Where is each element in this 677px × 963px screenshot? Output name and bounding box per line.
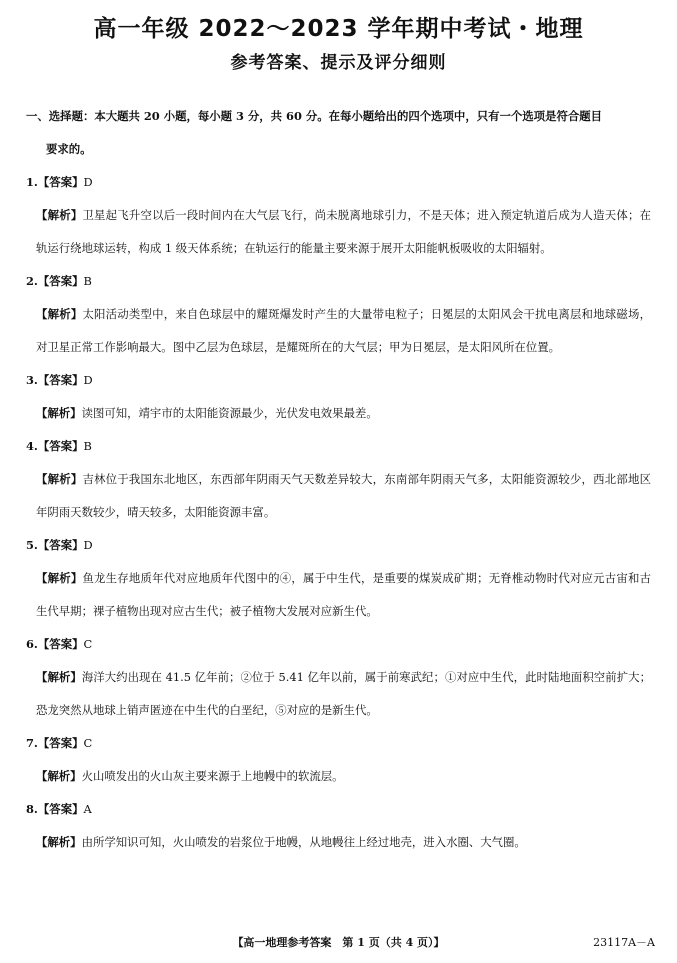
explanation-tag: 【解析】	[36, 769, 82, 783]
question-number: 5.	[26, 538, 38, 552]
answer-tag: 【答案】	[37, 274, 84, 288]
answer-letter: D	[83, 175, 93, 189]
answer-tag: 【答案】	[37, 736, 84, 750]
page-subtitle: 参考答案、提示及评分细则	[230, 53, 447, 73]
explanation-text: 太阳活动类型中，来自色球层中的耀斑爆发时产生的大量带电粒子；日冕层的太阳风会干扰电离层和地球磁场，对卫星正常工作影响最大。图中乙层为色球层，是耀斑所在的大气层；甲为日冕层，是太阳风所在位置。	[36, 307, 651, 354]
section-heading-line1: 一、选择题：本大题共 20 小题，每小题 3 分，共 60 分。在每小题给出的四个选项中，只有一个选项是符合题目	[26, 109, 603, 123]
explanation-text: 鱼龙生存地质年代对应地质年代图中的④，属于中生代，是重要的煤炭成矿期；无脊椎动物时代对应元古宙和古生代早期；裸子植物出现对应古生代；被子植物大发展对应新生代。	[36, 571, 651, 618]
question-number: 7.	[26, 736, 38, 750]
page-footer	[0, 934, 677, 954]
answer-line	[26, 430, 651, 463]
answer-letter: C	[83, 736, 93, 750]
explanation-text: 由所学知识可知，火山喷发的岩浆位于地幔，从地幔往上经过地壳，进入水圈、大气圈。	[81, 835, 526, 849]
answer-line	[26, 364, 651, 397]
explanation-text: 吉林位于我国东北地区，东西部年阴雨天气天数差异较大，东南部年阴雨天气多，太阳能资源较少，西北部地区年阴雨天数较少，晴天较多，太阳能资源丰富。	[36, 472, 651, 519]
answer-line	[26, 265, 651, 298]
answer-line	[26, 628, 651, 661]
answer-tag: 【答案】	[37, 802, 84, 816]
question-number: 1.	[26, 175, 38, 189]
explanation	[26, 760, 651, 793]
footer-code: 23117A－A	[593, 936, 655, 949]
explanation	[26, 562, 651, 628]
answer-tag: 【答案】	[37, 439, 84, 453]
explanation-tag: 【解析】	[36, 472, 83, 486]
answer-tag: 【答案】	[37, 637, 84, 651]
page-title: 高一年级 2022～2023 学年期中考试・地理	[93, 16, 584, 42]
explanation-tag: 【解析】	[36, 208, 83, 222]
explanation	[26, 298, 651, 364]
explanation-tag: 【解析】	[36, 835, 82, 849]
question-number: 8.	[26, 802, 38, 816]
question-number: 4.	[26, 439, 38, 453]
answer-letter: B	[83, 439, 92, 453]
answer-letter: D	[83, 373, 93, 387]
explanation-text: 卫星起飞升空以后一段时间内在大气层飞行，尚未脱离地球引力，不是天体；进入预定轨道后成为人造天体；在轨运行绕地球运转，构成 1 级天体系统；在轨运行的能量主要来源于展开太阳能帆板吸收的太阳辐射。	[36, 208, 651, 255]
explanation-text: 海洋大约出现在 41.5 亿年前；②位于 5.41 亿年以前，属于前寒武纪；①对应中生代，此时陆地面积空前扩大；恐龙突然从地球上销声匿迹在中生代的白垩纪，⑤对应的是新生代。	[36, 670, 651, 717]
explanation-tag: 【解析】	[36, 406, 82, 420]
question-number: 6.	[26, 637, 38, 651]
answer-line	[26, 166, 651, 199]
explanation	[26, 463, 651, 529]
section-heading-line2: 要求的。	[46, 142, 92, 156]
explanation	[26, 199, 651, 265]
answer-letter: D	[83, 538, 93, 552]
section-heading	[26, 100, 651, 166]
answer-list	[26, 166, 651, 859]
answer-letter: B	[83, 274, 92, 288]
explanation-tag: 【解析】	[36, 670, 82, 684]
answer-tag: 【答案】	[37, 538, 84, 552]
explanation-text: 火山喷发出的火山灰主要来源于上地幔中的软流层。	[81, 769, 344, 783]
answer-letter: A	[83, 802, 92, 816]
explanation-tag: 【解析】	[36, 307, 83, 321]
answer-letter: C	[83, 637, 93, 651]
answer-tag: 【答案】	[37, 175, 84, 189]
content-body	[26, 100, 651, 859]
explanation	[26, 397, 651, 430]
answer-line	[26, 727, 651, 760]
explanation	[26, 661, 651, 727]
explanation	[26, 826, 651, 859]
question-number: 2.	[26, 274, 38, 288]
footer-page-info: 【高一地理参考答案 第 1 页（共 4 页）】	[232, 936, 445, 949]
answer-line	[26, 793, 651, 826]
explanation-tag: 【解析】	[36, 571, 83, 585]
answer-line	[26, 529, 651, 562]
question-number: 3.	[26, 373, 38, 387]
explanation-text: 读图可知，靖宇市的太阳能资源最少，光伏发电效果最差。	[81, 406, 378, 420]
answer-tag: 【答案】	[37, 373, 84, 387]
